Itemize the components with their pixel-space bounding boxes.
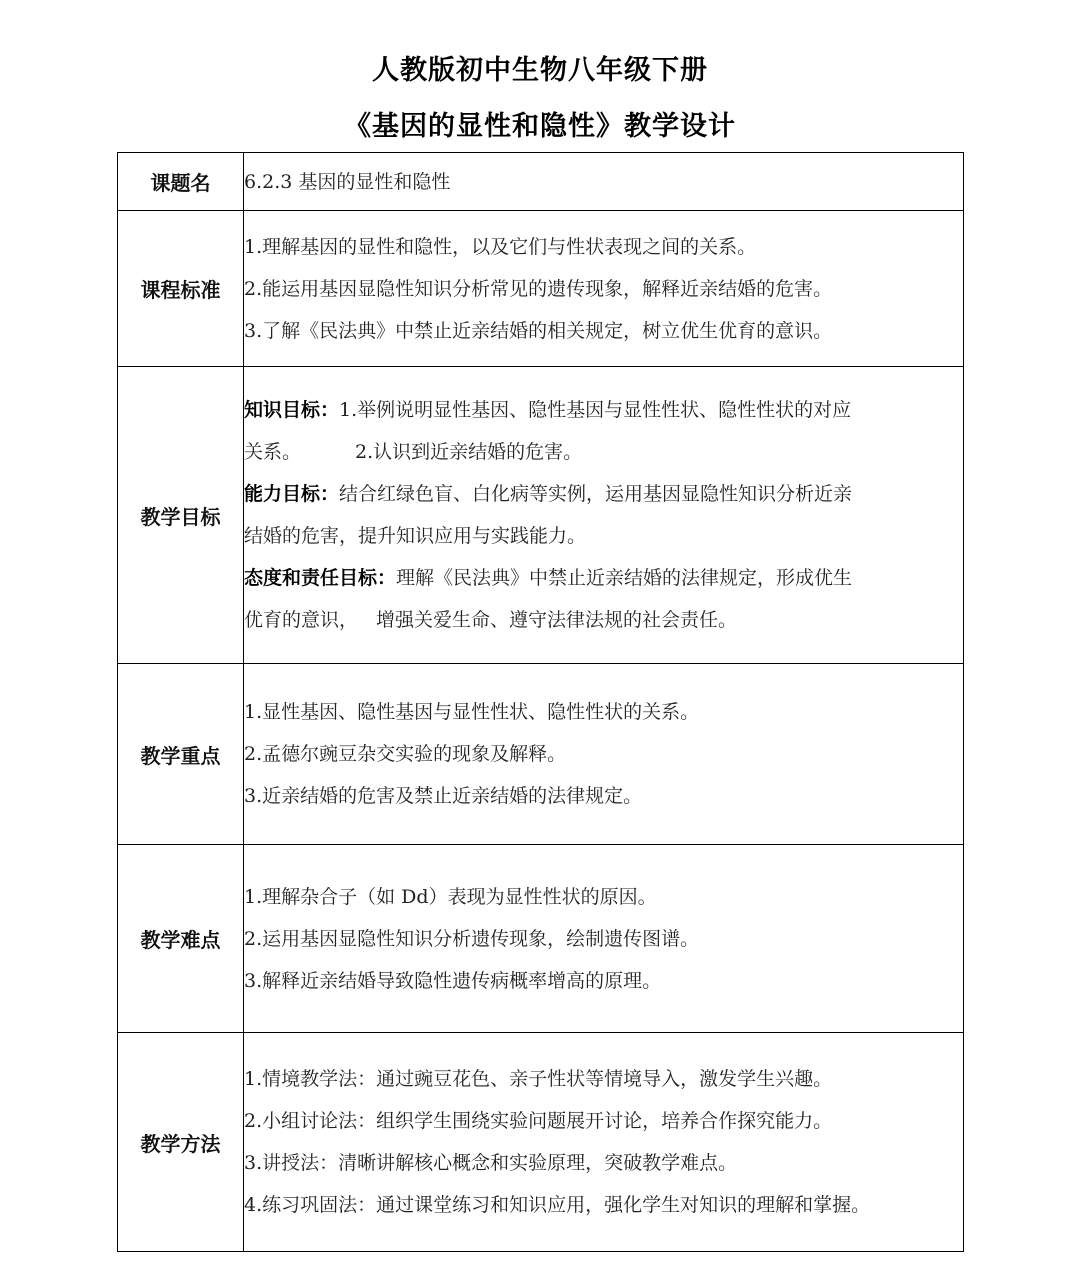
ability-objective-line1 (244, 473, 963, 515)
knowledge-objective-text: 关系。 (244, 441, 302, 463)
list-item: 2.运用基因显隐性知识分析遗传现象，绘制遗传图谱。 (244, 927, 700, 950)
list-item: 1.情境教学法：通过豌豆花色、亲子性状等情境导入，激发学生兴趣。 (244, 1068, 833, 1090)
knowledge-objective-line2 (244, 431, 963, 473)
topic-value: 6.2.3 基因的显性和隐性 (244, 153, 964, 211)
knowledge-objective-label: 知识目标： (244, 399, 340, 421)
ability-objective-label: 能力目标： (244, 483, 340, 505)
list-item: 1.显性基因、隐性基因与显性性状、隐性性状的关系。 (244, 701, 700, 723)
difficulties-content (244, 845, 964, 1033)
list-item: 3.解释近亲结婚导致隐性遗传病概率增高的原理。 (244, 969, 662, 992)
table-row-key-points (118, 664, 964, 845)
list-item: 2.小组讨论法：组织学生围绕实验问题展开讨论，培养合作探究能力。 (244, 1110, 833, 1132)
row-label-topic: 课题名 (118, 153, 244, 211)
standards-content (244, 211, 964, 367)
list-item: 2.孟德尔豌豆杂交实验的现象及解释。 (244, 743, 567, 765)
list-item: 3.讲授法：清晰讲解核心概念和实验原理，突破教学难点。 (244, 1152, 738, 1174)
knowledge-objective-text: 1.举例说明显性基因、隐性基因与显性性状、隐性性状的对应 (339, 399, 852, 421)
list-item: 2.能运用基因显隐性知识分析常见的遗传现象，解释近亲结婚的危害。 (244, 277, 833, 300)
row-label-difficulties: 教学难点 (118, 845, 244, 1033)
table-row-topic (118, 153, 964, 211)
table-row-methods (118, 1033, 964, 1252)
knowledge-objective-line1 (244, 389, 963, 431)
list-item: 1.理解杂合子（如 Dd）表现为显性性状的原因。 (244, 885, 657, 908)
methods-content (244, 1033, 964, 1252)
attitude-objective-line2 (244, 599, 963, 641)
lesson-plan-table (117, 152, 964, 1252)
document-subtitle: 《基因的显性和隐性》教学设计 (344, 111, 736, 142)
attitude-objective-label: 态度和责任目标： (244, 567, 397, 589)
document-title: 人教版初中生物八年级下册 (372, 55, 708, 86)
row-label-key-points: 教学重点 (118, 664, 244, 845)
table-row-objectives (118, 367, 964, 664)
objectives-content (244, 367, 964, 664)
ability-objective-line2: 结婚的危害，提升知识应用与实践能力。 (244, 525, 587, 547)
list-item: 4.练习巩固法：通过课堂练习和知识应用，强化学生对知识的理解和掌握。 (244, 1194, 871, 1216)
attitude-objective-text: 理解《民法典》中禁止近亲结婚的法律规定，形成优生 (396, 567, 853, 589)
list-item: 3.了解《民法典》中禁止近亲结婚的相关规定，树立优生优育的意识。 (244, 319, 833, 342)
table-row-difficulties (118, 845, 964, 1033)
row-label-standards: 课程标准 (118, 211, 244, 367)
row-label-objectives: 教学目标 (118, 367, 244, 664)
attitude-objective-text: 优育的意识， (244, 609, 359, 631)
attitude-objective-line1 (244, 557, 963, 599)
list-item: 1.理解基因的显性和隐性，以及它们与性状表现之间的关系。 (244, 235, 757, 258)
key-points-content (244, 664, 964, 845)
attitude-objective-text: 增强关爱生命、遵守法律法规的社会责任。 (376, 609, 738, 631)
list-item: 3.近亲结婚的危害及禁止近亲结婚的法律规定。 (244, 785, 643, 807)
row-label-methods: 教学方法 (118, 1033, 244, 1252)
ability-objective-text: 结合红绿色盲、白化病等实例，运用基因显隐性知识分析近亲 (339, 483, 853, 505)
table-row-standards (118, 211, 964, 367)
knowledge-objective-text: 2.认识到近亲结婚的危害。 (355, 441, 583, 463)
